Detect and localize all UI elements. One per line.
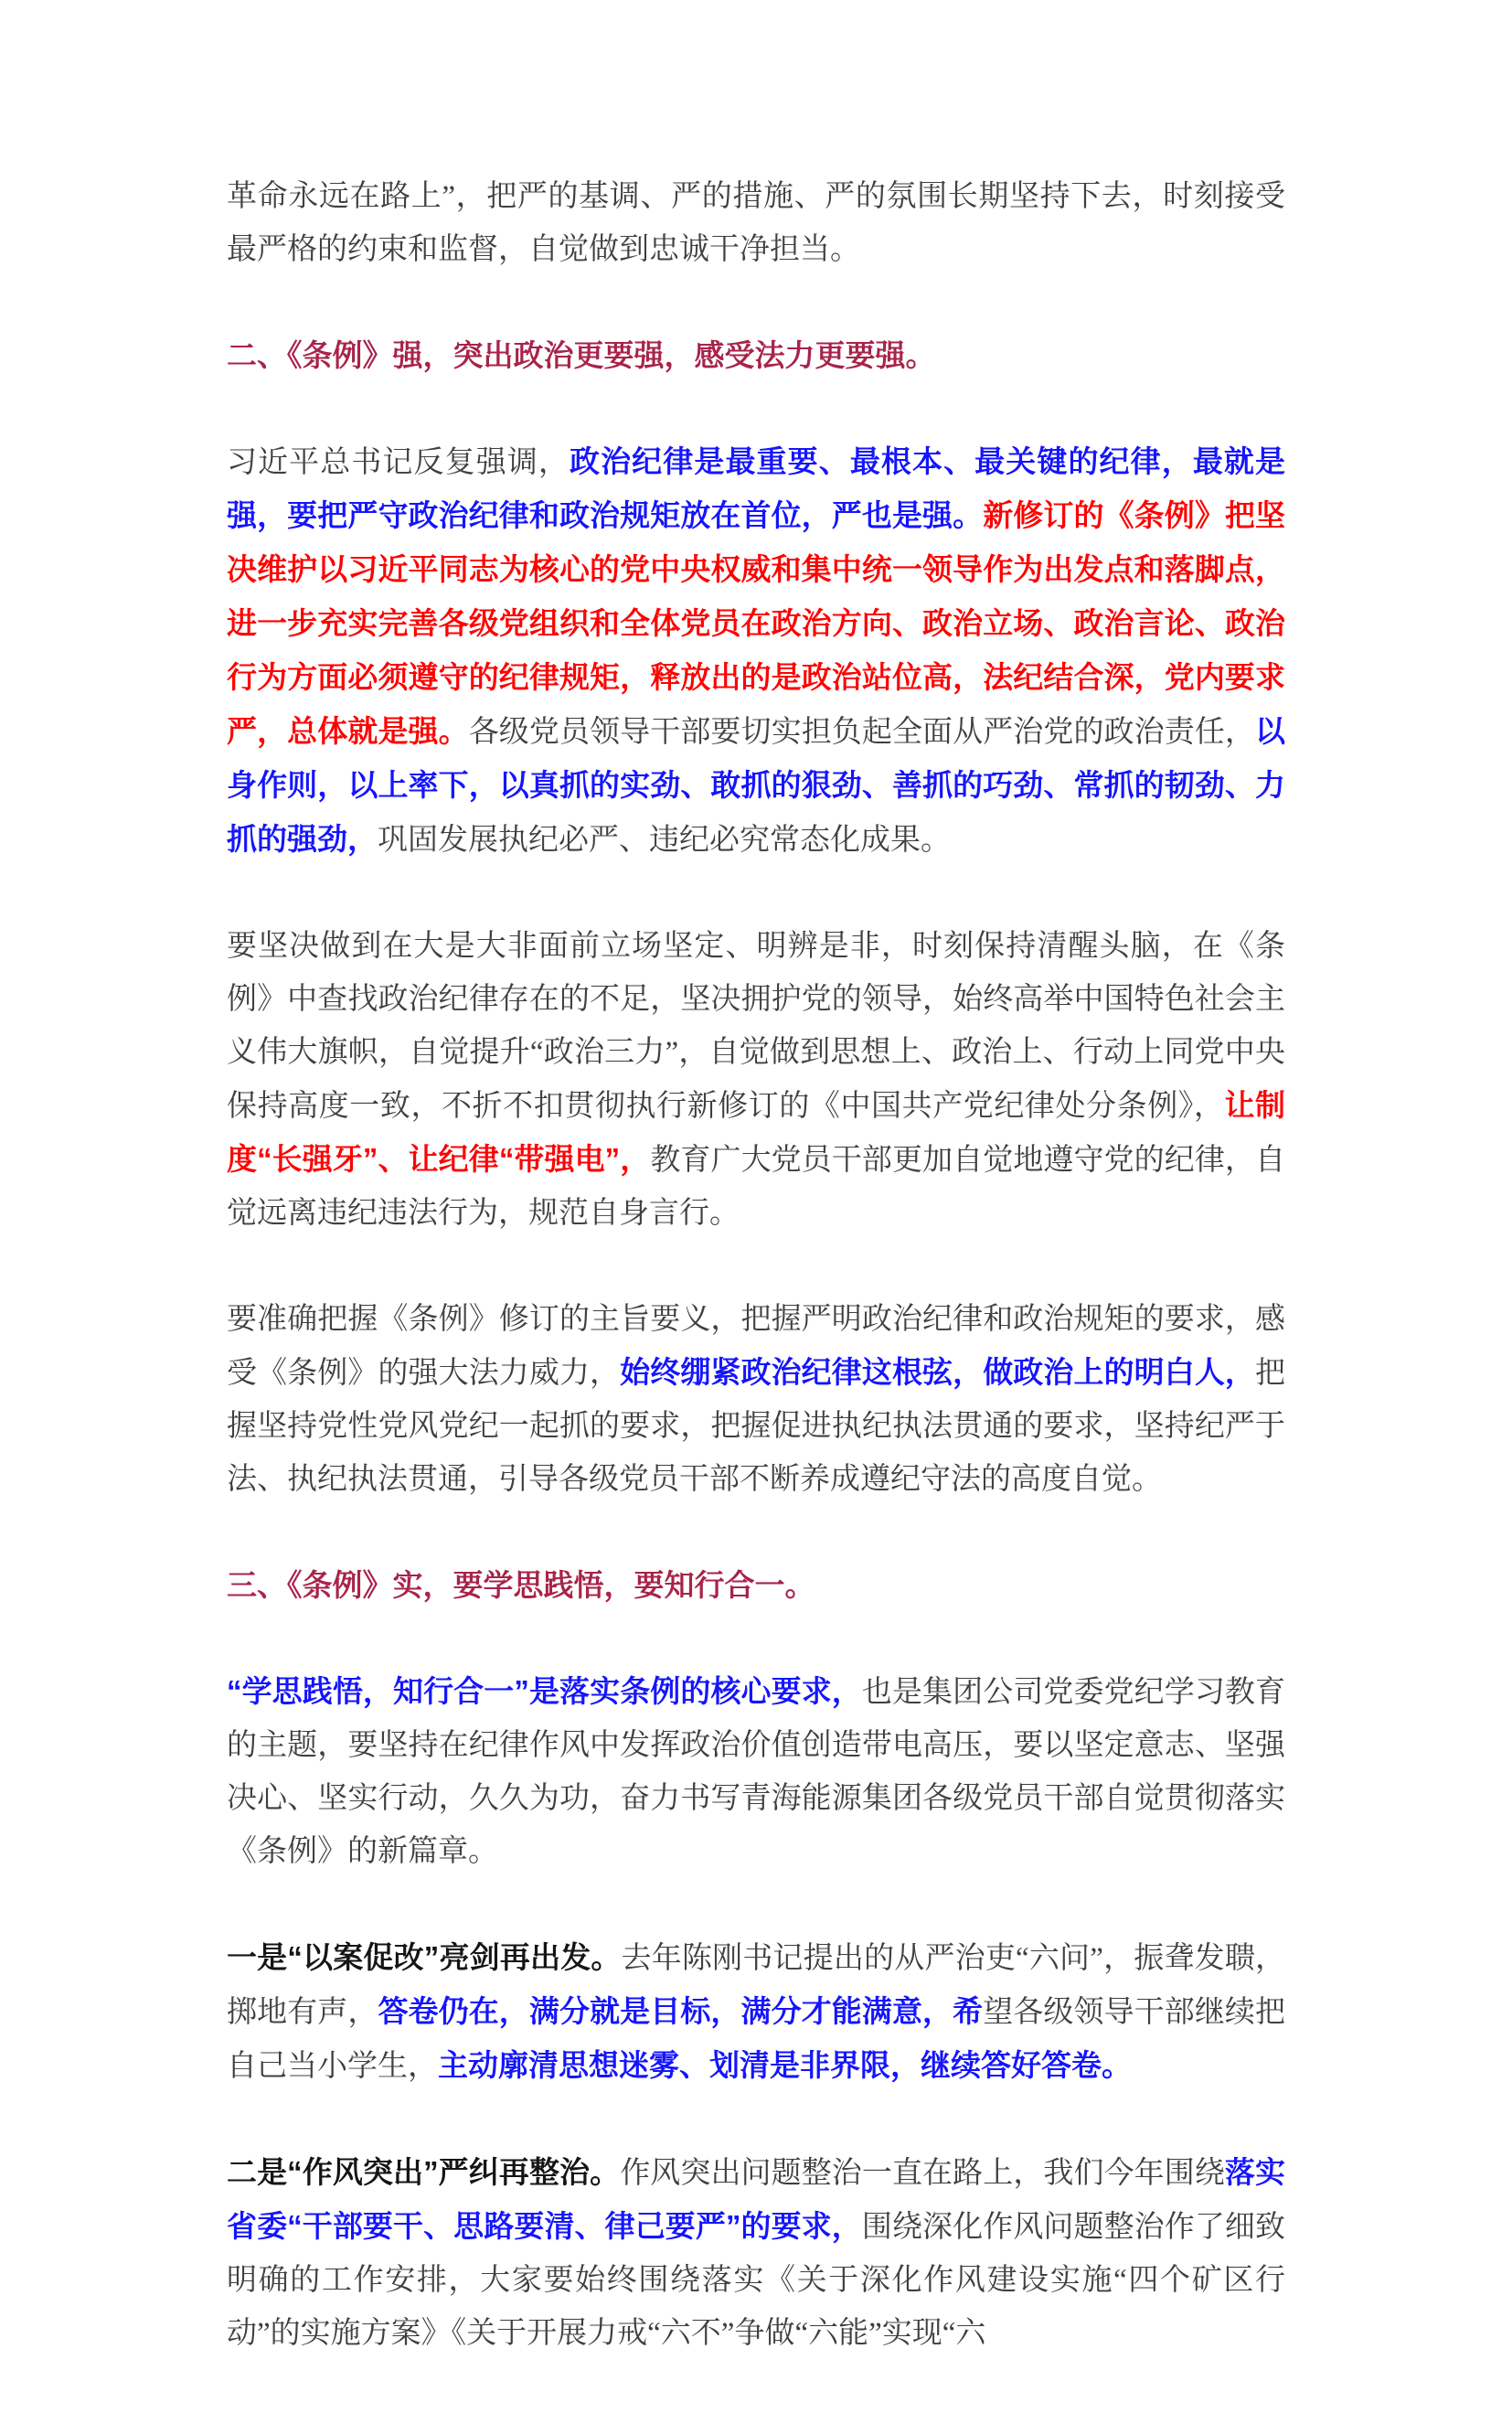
paragraph — [227, 920, 1285, 1240]
paragraph — [227, 1293, 1285, 1506]
text-run-blue: 始终绷紧政治纪律这根弦，做政治上的明白人， — [620, 1355, 1256, 1389]
text-run-blue: 以身作则，以上率下，以真抓的实劲、敢抓的狠劲、善抓的巧劲、常抓的韧劲、力抓的强劲， — [227, 714, 1286, 856]
text-run-red: 新修订的《条例》把坚决维护以习近平同志为核心的党中央权威和集中统一领导作为出发点和落脚点，进一步充实完善各级党组织和全体党员在政治方向、政治立场、政治言论、政治行为方面必须遵守的纪律规矩，释放出的是政治站位高，法纪结合深，党内要求严，总体就是强。 — [227, 498, 1286, 748]
text-run-regular: 望各级领导干部继续把自己当小学生， — [227, 1996, 1286, 2083]
text-run-regular: 也是集团公司党委党纪学习教育的主题，要坚持在纪律作风中发挥政治价值创造带电高压，要以坚定意志、坚强决心、坚实行动，久久为功，奋力书写青海能源集团各级党员干部自觉贯彻落实《条例》的新篇章。 — [227, 1676, 1286, 1868]
paragraph — [227, 1931, 1285, 2093]
text-run-blue: 答卷仍在，满分就是目标，满分才能满意，希 — [378, 1994, 984, 2028]
text-run-regular: 革命永远在路上”，把严的基调、严的措施、严的氛围长期坚持下去，时刻接受最严格的约束和监督，自觉做到忠诚干净担当。 — [227, 180, 1285, 266]
paragraph — [227, 170, 1285, 276]
paragraph — [227, 2146, 1285, 2360]
text-run-regular: 各级党员领导干部要切实担负起全面从严治党的政治责任， — [468, 716, 1256, 749]
text-run-regular: 把握坚持党性党风党纪一起抓的要求，把握促进执纪执法贯通的要求，坚持纪严于法、执纪执法贯通，引导各级党员干部不断养成遵纪守法的高度自觉。 — [227, 1357, 1286, 1496]
text-run-bold: 一是“以案促改”亮剑再出发。 — [227, 1940, 622, 1974]
text-run-blue: 政治纪律是最重要、最根本、最关键的纪律，最就是强，要把严守政治纪律和政治规矩放在首位，严也是强。 — [227, 444, 1286, 532]
document-content — [227, 170, 1285, 2413]
text-run-red: 让制度“长强牙”、让纪律“带强电”， — [227, 1088, 1286, 1176]
text-run-regular: 巩固发展执纪必严、违纪必究常态化成果。 — [378, 824, 951, 857]
text-run-regular: 作风突出问题整治一直在路上，我们今年围绕 — [620, 2157, 1225, 2190]
text-run-blue: 主动廓清思想迷雾、划清是非界限，继续答好答卷。 — [438, 2048, 1132, 2082]
text-run-blue: 落实省委“干部要干、思路要清、律己要严”的要求， — [227, 2155, 1286, 2243]
text-run-regular: 教育广大党员干部更加自觉地遵守党的纪律，自觉远离违纪违法行为，规范自身言行。 — [227, 1144, 1286, 1230]
text-run-heading: 二、《条例》强，突出政治更要强，感受法力更要强。 — [227, 338, 936, 372]
text-run-heading: 三、《条例》实，要学思践悟，要知行合一。 — [227, 1568, 815, 1602]
text-run-bold: 二是“作风突出”严纠再整治。 — [227, 2155, 621, 2189]
section-heading — [227, 329, 1285, 382]
text-run-regular: 去年陈刚书记提出的从严治吏“六问”，振聋发聩，掷地有声， — [227, 1942, 1285, 2029]
text-run-regular: 围绕深化作风问题整治作了细致明确的工作安排，大家要始终围绕落实《关于深化作风建设实施“四个矿区行动”的实施方案》《关于开展力戒“六不”争做“六能”实现“六 — [227, 2211, 1286, 2350]
paragraph — [227, 435, 1285, 867]
text-run-regular: 要坚决做到在大是大非面前立场坚定、明辨是非，时刻保持清醒头脑，在《条例》中查找政治纪律存在的不足，坚决拥护党的领导，始终高举中国特色社会主义伟大旗帜，自觉提升“政治三力”，自觉做到思想上、政治上、行动上同党中央保持高度一致，不折不扣贯彻执行新修订的《中国共产党纪律处分条例》， — [227, 930, 1285, 1123]
text-run-blue: “学思践悟，知行合一”是落实条例的核心要求， — [227, 1674, 862, 1708]
paragraph — [227, 1665, 1285, 1878]
section-heading — [227, 1559, 1285, 1612]
text-run-regular: 要准确把握《条例》修订的主旨要义，把握严明政治纪律和政治规矩的要求，感受《条例》的强大法力威力， — [227, 1303, 1285, 1390]
text-run-regular: 习近平总书记反复强调， — [227, 446, 570, 479]
